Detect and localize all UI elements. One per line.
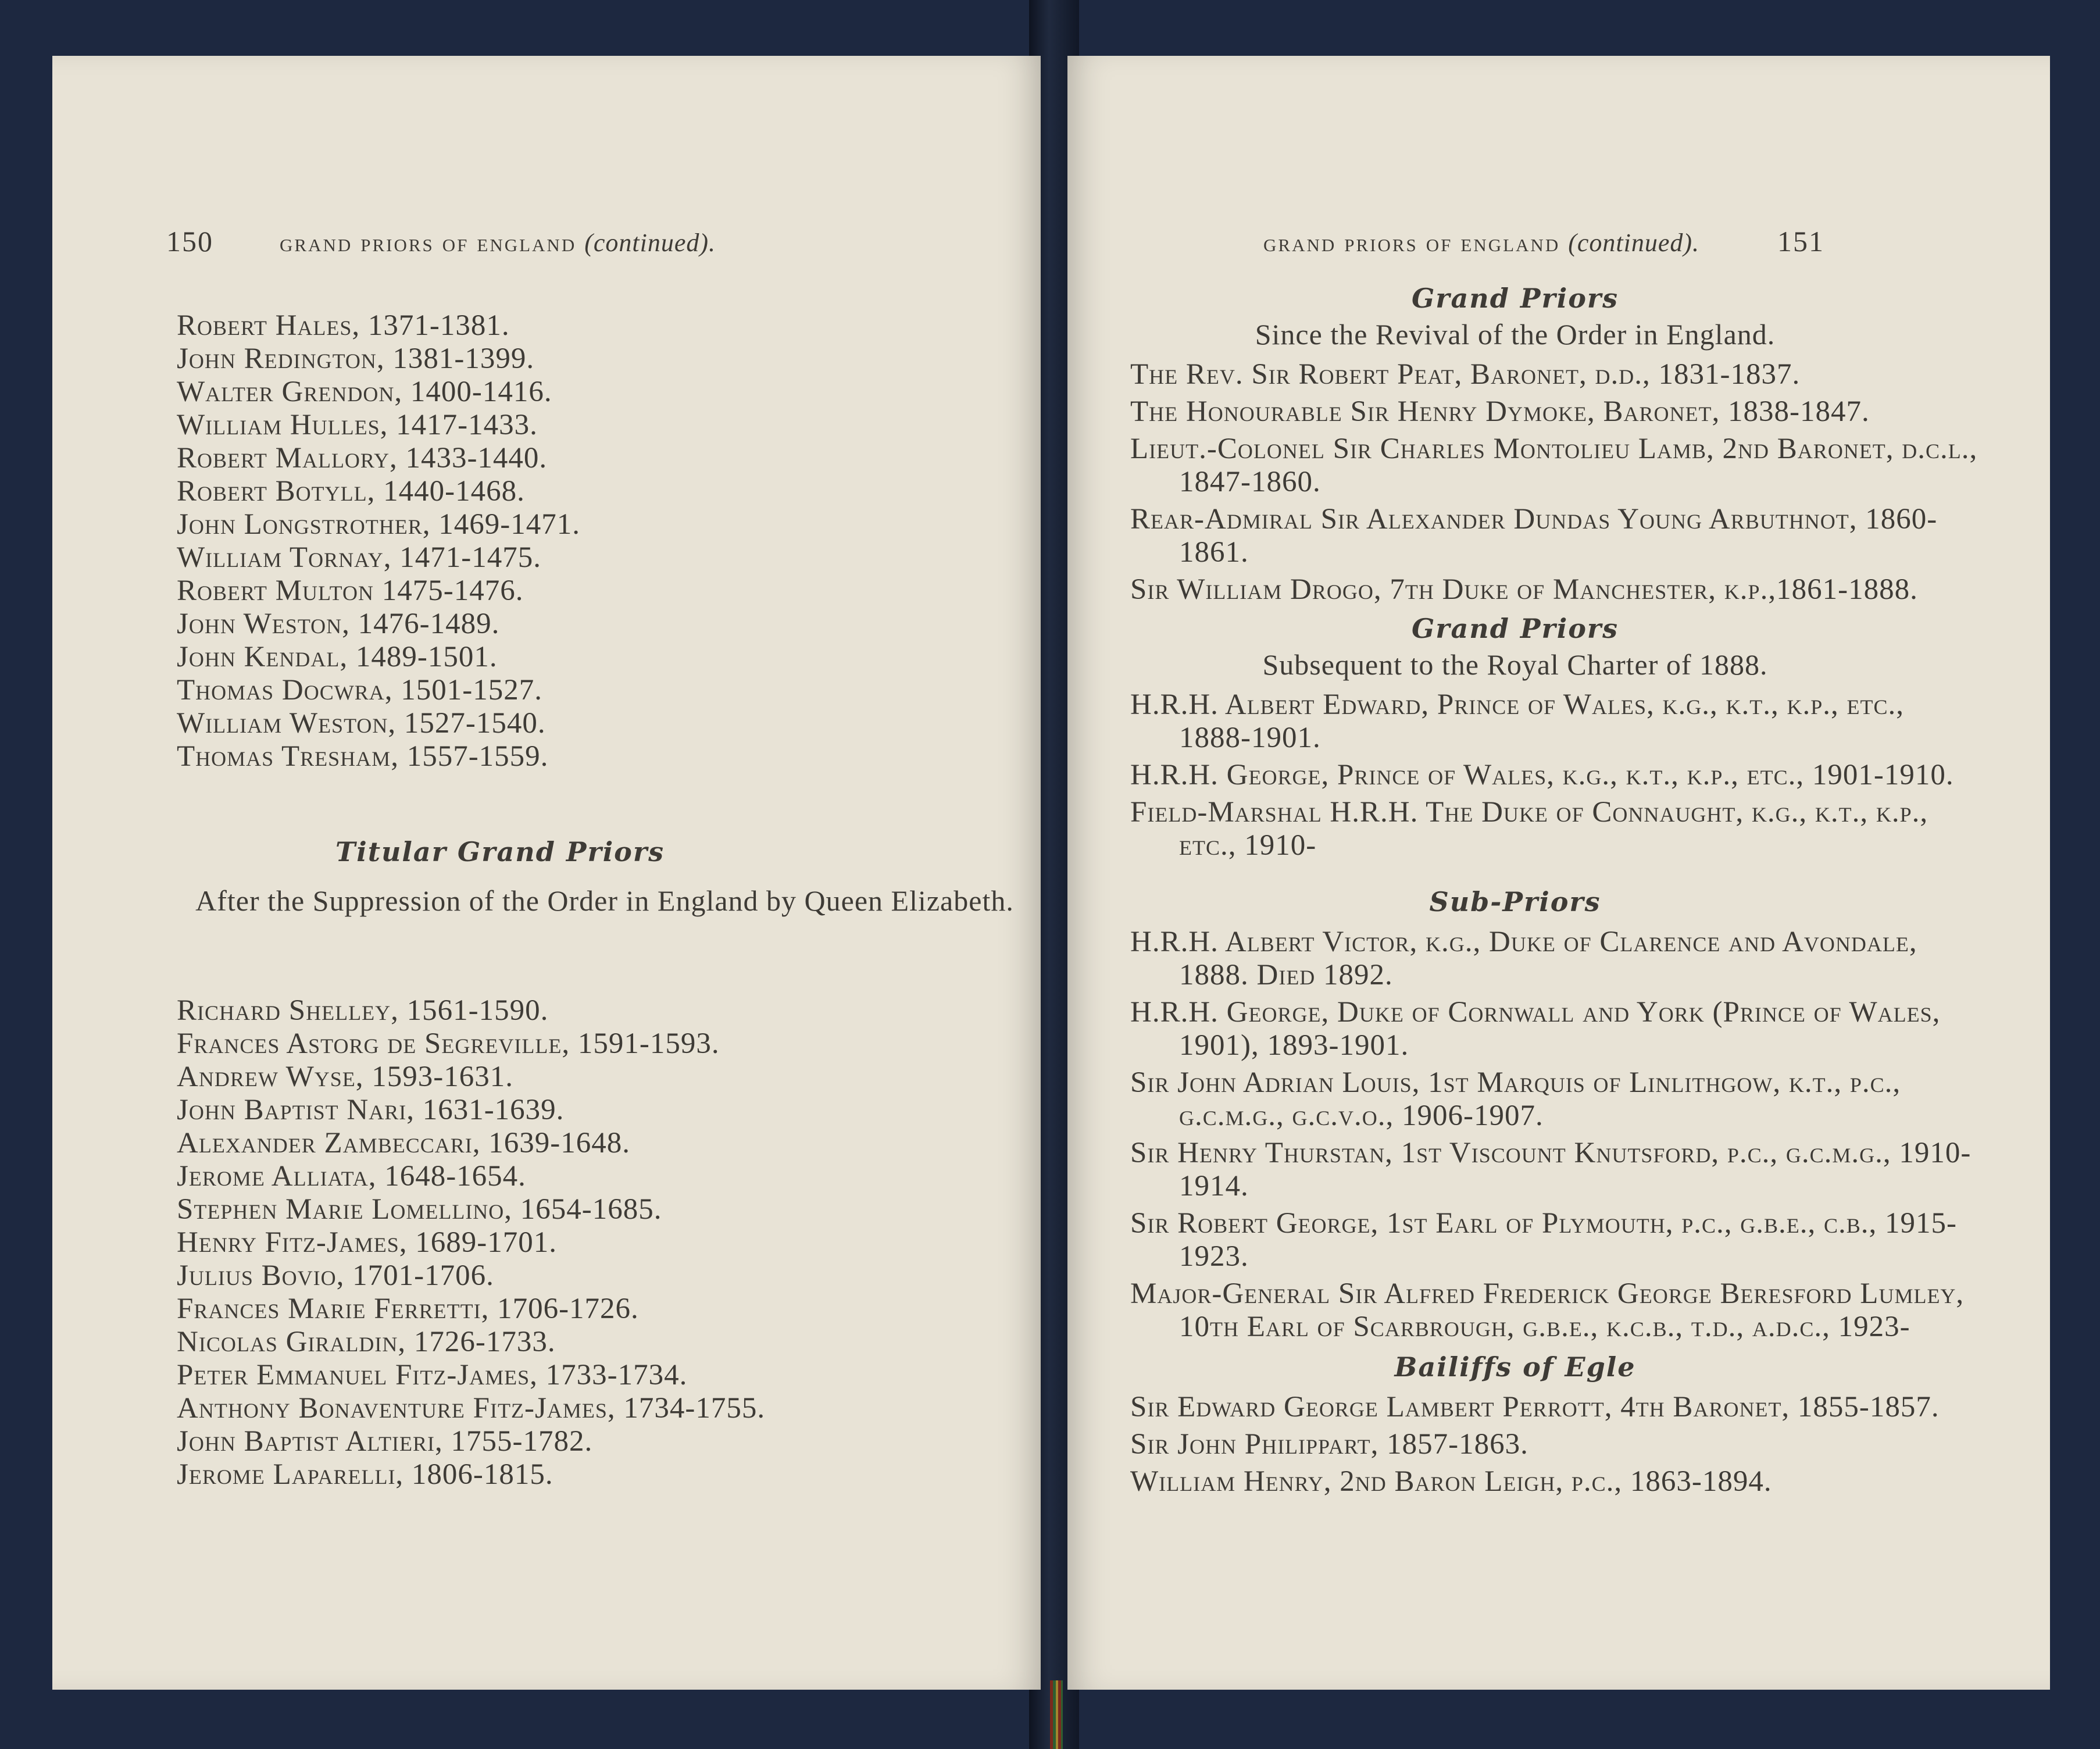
running-head-title: grand priors of england: [280, 229, 577, 257]
list-item: John Baptist Nari, 1631-1639.: [177, 1094, 565, 1126]
list-item: Alexander Zambeccari, 1639-1648.: [177, 1127, 630, 1159]
list-item: Robert Multon 1475-1476.: [177, 574, 524, 607]
list-item: Sir William Drogo, 7th Duke of Manchester, k.p.,1861-1888.: [1130, 573, 1918, 606]
grand-priors-list: [177, 309, 580, 773]
list-item: Sir John Adrian Louis, 1st Marquis of Linlithgow, k.t., p.c., g.c.m.g., g.c.v.o., 1906-1907.: [1130, 1066, 1901, 1132]
list-item: William Tornay, 1471-1475.: [177, 541, 542, 574]
list-item: Nicolas Giraldin, 1726-1733.: [177, 1326, 556, 1358]
list-item: John Redington, 1381-1399.: [177, 342, 535, 375]
list-item: Jerome Alliata, 1648-1654.: [177, 1160, 526, 1193]
list-item: Jerome Laparelli, 1806-1815.: [177, 1458, 553, 1491]
list-item: Major-General Sir Alfred Frederick George Beresford Lumley, 10th Earl of Scarbrough, g.b.e., k.c.b., t.d., a.d.c., 1923-: [1130, 1277, 1965, 1343]
list-item: Frances Marie Ferretti, 1706-1726.: [177, 1293, 639, 1325]
list-item: Henry Fitz-James, 1689-1701.: [177, 1226, 558, 1259]
charter-priors-list: [1130, 688, 1979, 866]
list-item: The Rev. Sir Robert Peat, Baronet, d.d., 1831-1837.: [1130, 358, 1801, 391]
list-item: William Weston, 1527-1540.: [177, 707, 546, 740]
titular-section-subtitle: After the Suppression of the Order in England by Queen Elizabeth.: [195, 884, 1014, 917]
right-running-head: [1263, 224, 1824, 258]
list-item: Andrew Wyse, 1593-1631.: [177, 1061, 514, 1093]
list-item: Walter Grendon, 1400-1416.: [177, 376, 552, 408]
list-item: Stephen Marie Lomellino, 1654-1685.: [177, 1193, 662, 1226]
charter-section-title: Grand Priors: [1411, 613, 1619, 644]
list-item: William Henry, 2nd Baron Leigh, p.c., 1863-1894.: [1130, 1465, 1772, 1498]
list-item: H.R.H. George, Duke of Cornwall and York (Prince of Wales, 1901), 1893-1901.: [1130, 996, 1941, 1062]
list-item: Thomas Tresham, 1557-1559.: [177, 740, 549, 773]
list-item: Lieut.-Colonel Sir Charles Montolieu Lamb, 2nd Baronet, d.c.l., 1847-1860.: [1130, 433, 1978, 498]
sub-priors-list: [1130, 926, 1979, 1348]
list-item: Rear-Admiral Sir Alexander Dundas Young Arbuthnot, 1860-1861.: [1130, 503, 1938, 569]
list-item: Anthony Bonaventure Fitz-James, 1734-1755.: [177, 1392, 766, 1425]
list-item: H.R.H. Albert Edward, Prince of Wales, k.g., k.t., k.p., etc., 1888-1901.: [1130, 688, 1905, 754]
list-item: The Honourable Sir Henry Dymoke, Baronet, 1838-1847.: [1130, 395, 1870, 428]
page-number: 151: [1777, 225, 1825, 258]
list-item: Sir Henry Thurstan, 1st Viscount Knutsford, p.c., g.c.m.g., 1910-1914.: [1130, 1137, 1972, 1202]
running-head-continued: (continued).: [584, 229, 716, 257]
left-page: [52, 56, 1041, 1690]
list-item: H.R.H. George, Prince of Wales, k.g., k.t., k.p., etc., 1901-1910.: [1130, 759, 1954, 791]
revival-section-subtitle: Since the Revival of the Order in England.: [1255, 318, 1776, 351]
spine-headband: [1050, 1680, 1063, 1749]
titular-priors-list: [177, 994, 765, 1491]
list-item: Sir John Philippart, 1857-1863.: [1130, 1428, 1528, 1461]
list-item: William Hulles, 1417-1433.: [177, 409, 538, 441]
left-running-head: [166, 224, 716, 258]
list-item: Robert Botyll, 1440-1468.: [177, 475, 525, 508]
right-page: [1067, 56, 2050, 1690]
sub-priors-section-title: Sub-Priors: [1429, 886, 1601, 918]
list-item: John Baptist Altieri, 1755-1782.: [177, 1425, 593, 1458]
bailiffs-list: [1130, 1391, 1979, 1502]
charter-section-subtitle: Subsequent to the Royal Charter of 1888.: [1262, 648, 1768, 681]
list-item: Julius Bovio, 1701-1706.: [177, 1259, 494, 1292]
running-head-title: grand priors of england: [1263, 229, 1560, 257]
revival-section-title: Grand Priors: [1411, 283, 1619, 314]
list-item: John Kendal, 1489-1501.: [177, 641, 498, 673]
list-item: Field-Marshal H.R.H. The Duke of Connaught, k.g., k.t., k.p., etc., 1910-: [1130, 796, 1928, 862]
revival-priors-list: [1130, 358, 1979, 611]
list-item: Sir Edward George Lambert Perrott, 4th Baronet, 1855-1857.: [1130, 1391, 1940, 1423]
list-item: Richard Shelley, 1561-1590.: [177, 994, 549, 1027]
titular-section-title: Titular Grand Priors: [335, 836, 665, 868]
list-item: Robert Hales, 1371-1381.: [177, 309, 510, 342]
list-item: Peter Emmanuel Fitz-James, 1733-1734.: [177, 1359, 688, 1391]
running-head-continued: (continued).: [1568, 229, 1700, 257]
list-item: Frances Astorg de Segreville, 1591-1593.: [177, 1027, 720, 1060]
list-item: Thomas Docwra, 1501-1527.: [177, 674, 542, 706]
page-number: 150: [166, 225, 213, 258]
list-item: Sir Robert George, 1st Earl of Plymouth, p.c., g.b.e., c.b., 1915-1923.: [1130, 1207, 1958, 1273]
list-item: H.R.H. Albert Victor, k.g., Duke of Clarence and Avondale, 1888. Died 1892.: [1130, 926, 1917, 991]
list-item: Robert Mallory, 1433-1440.: [177, 442, 548, 474]
list-item: John Longstrother, 1469-1471.: [177, 508, 580, 541]
bailiffs-section-title: Bailiffs of Egle: [1394, 1351, 1636, 1383]
list-item: John Weston, 1476-1489.: [177, 608, 500, 640]
